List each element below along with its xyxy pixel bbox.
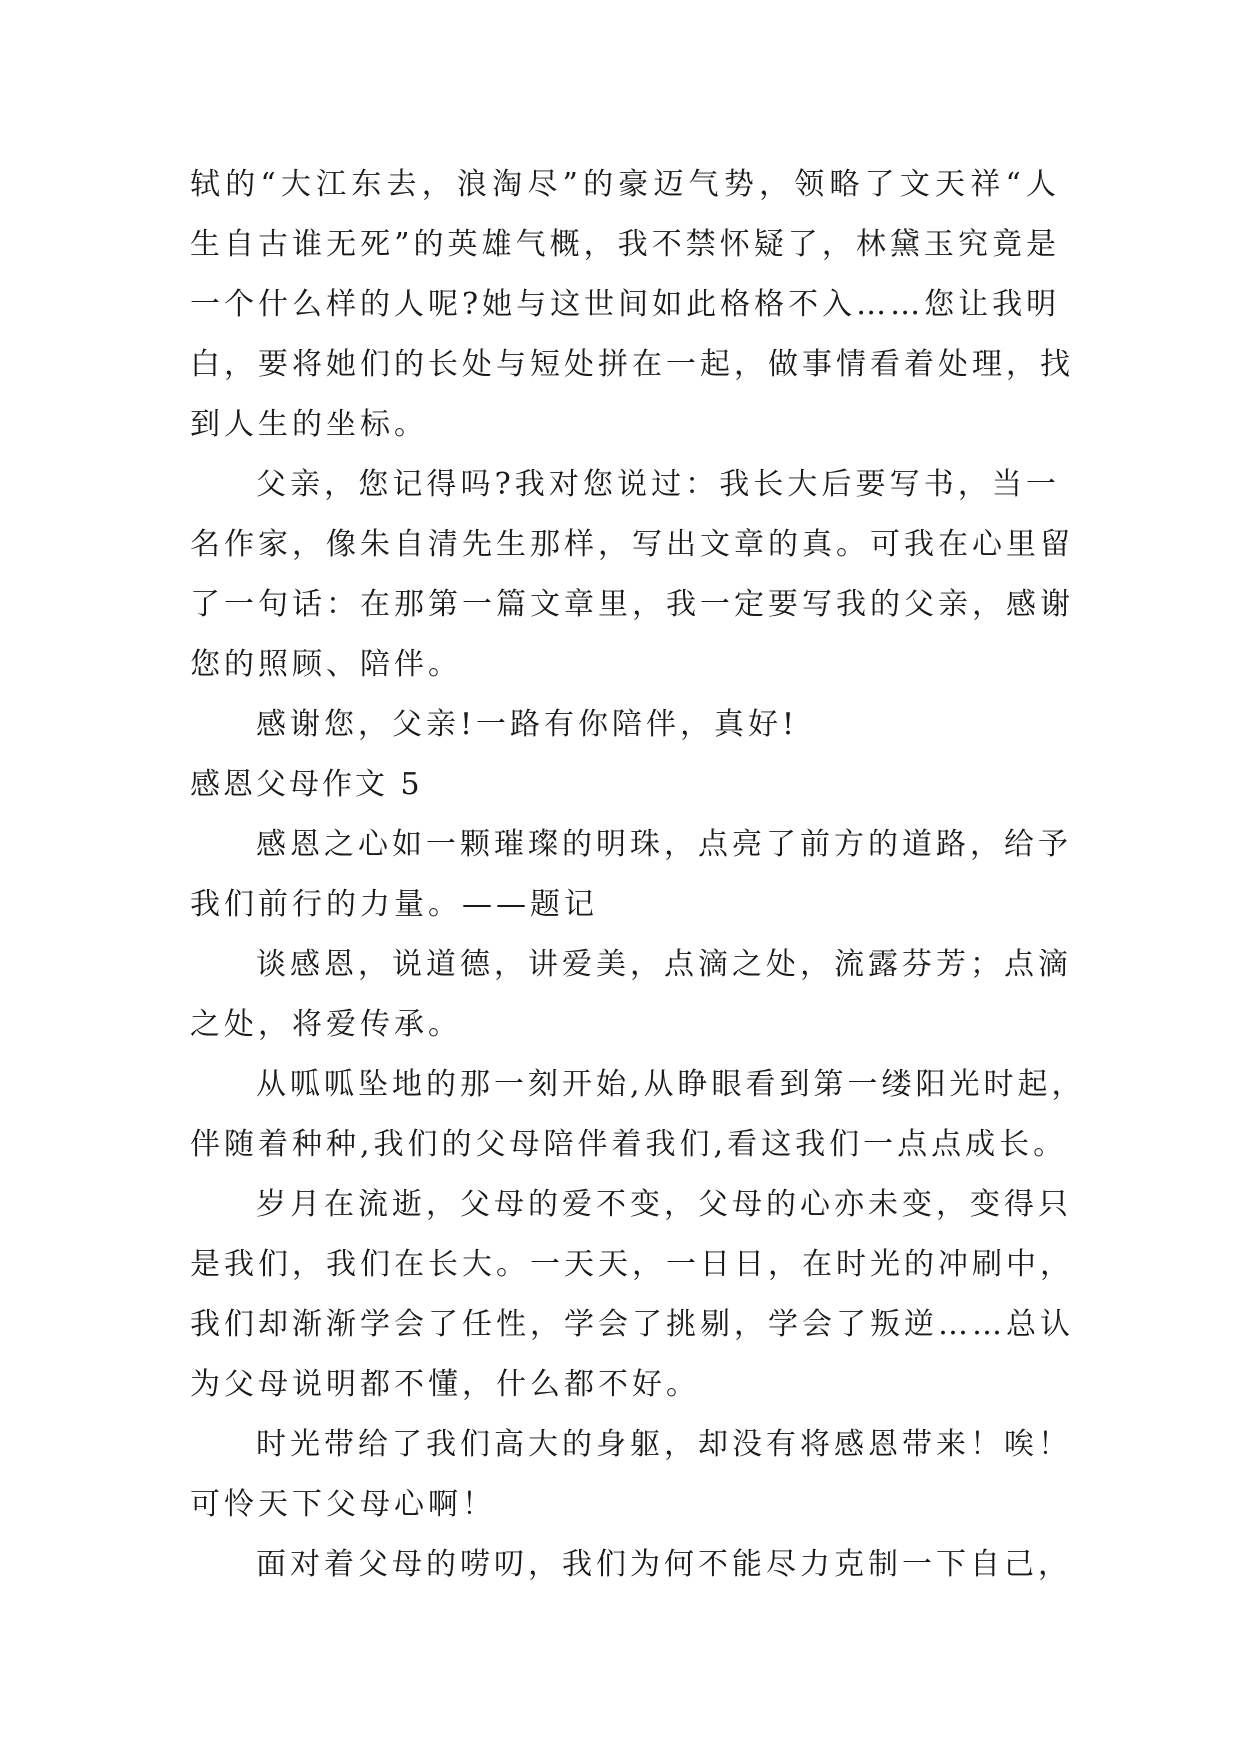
text-line: 是我们，我们在长大。一天天，一日日，在时光的冲刷中， <box>190 1247 1074 1282</box>
text-line: 到人生的坐标。 <box>190 407 428 442</box>
paragraph-first-line: 谈感恩，说道德，讲爱美，点滴之处，流露芬芳；点滴 <box>256 947 1072 982</box>
text-line: 为父母说明都不懂，什么都不好。 <box>190 1367 700 1402</box>
paragraph-first-line: 父亲，您记得吗?我对您说过：我长大后要写书，当一 <box>256 467 1060 502</box>
text-line: 之处，将爱传承。 <box>190 1007 462 1042</box>
section-title: 感恩父母作文 5 <box>190 767 423 802</box>
text-line: 您的照顾、陪伴。 <box>190 647 462 682</box>
text-line: 可怜天下父母心啊！ <box>190 1487 496 1522</box>
document-body <box>190 155 1086 1595</box>
text-line: 了一句话：在那第一篇文章里，我一定要写我的父亲，感谢 <box>190 587 1074 622</box>
paragraph-first-line: 感谢您，父亲!一路有你陪伴，真好! <box>256 707 799 742</box>
paragraph-first-line: 时光带给了我们高大的身躯，却没有将感恩带来！唉！ <box>256 1427 1072 1462</box>
paragraph-first-line: 面对着父母的唠叨，我们为何不能尽力克制一下自己， <box>256 1547 1072 1582</box>
paragraph-first-line: 从呱呱坠地的那一刻开始,从睁眼看到第一缕阳光时起， <box>256 1067 1086 1102</box>
paragraph-first-line: 岁月在流逝，父母的爱不变，父母的心亦未变，变得只 <box>256 1187 1072 1222</box>
text-line: 我们前行的力量。——题记 <box>190 887 598 922</box>
text-line: 一个什么样的人呢?她与这世间如此格格不入……您让我明 <box>190 287 1061 322</box>
text-line: 名作家，像朱自清先生那样，写出文章的真。可我在心里留 <box>190 527 1074 562</box>
text-line: 轼的“大江东去，浪淘尽”的豪迈气势，领略了文天祥“人 <box>190 167 1060 202</box>
text-line: 伴随着种种,我们的父母陪伴着我们,看这我们一点点成长。 <box>190 1127 1068 1162</box>
text-line: 生自古谁无死”的英雄气概，我不禁怀疑了，林黛玉究竟是 <box>190 227 1060 262</box>
text-line: 我们却渐渐学会了任性，学会了挑剔，学会了叛逆……总认 <box>190 1307 1074 1342</box>
paragraph-first-line: 感恩之心如一颗璀璨的明珠，点亮了前方的道路，给予 <box>256 827 1072 862</box>
text-line: 白，要将她们的长处与短处拼在一起，做事情看着处理，找 <box>190 347 1074 382</box>
